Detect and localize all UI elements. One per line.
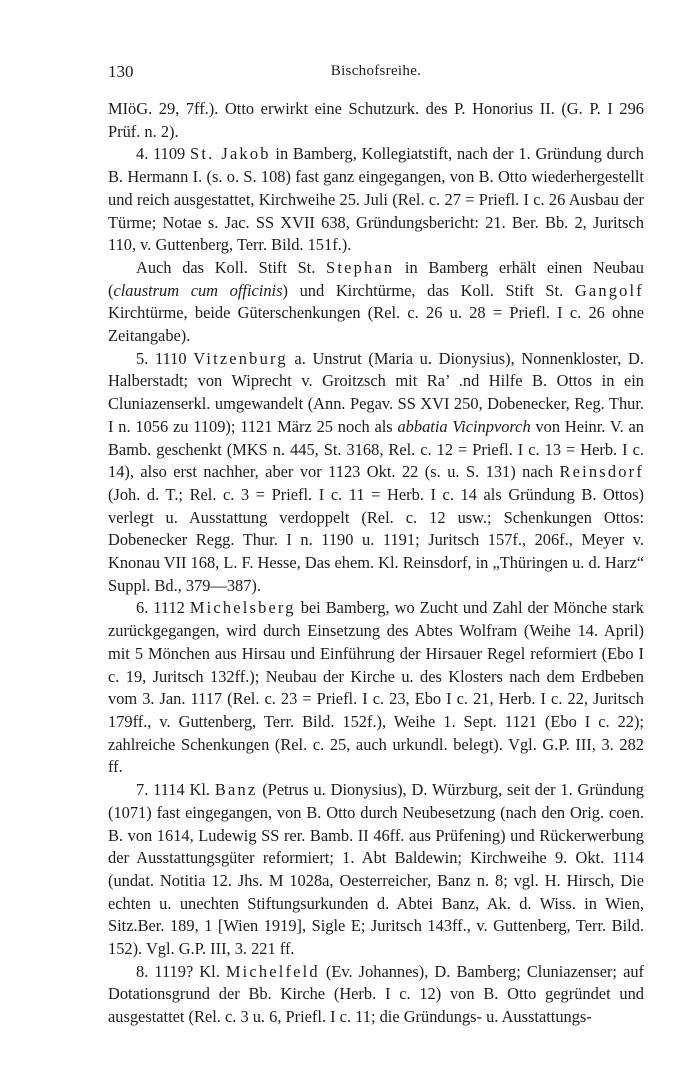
body-text xyxy=(108,98,644,1029)
text-run: (Petrus u. Dionysius), D. Würzburg, seit der 1. Gründung (1071) fast eingegangen, von B. Otto durch Neubesetzung (nach den Orig. coen. B. von 1614, Ludewig SS rer. Bamb. II 46ff. aus Prüfening) und Rückerwerbung der Ausstattungsgüter reformiert; 1. Abt Baldewin; Kirchweihe 9. Okt. 1114 (undat. Notitia 12. Jhs. M 1028a, Oesterreicher, Banz n. 8; vgl. H. Hirsch, Die echten u. unechten Stiftungsurkunden d. Abtei Banz, Ak. d. Wiss. in Wien, Sitz.Ber. 189, 1 [Wien 1919], Sigle E; Juritsch 143ff., v. Guttenberg, Terr. Bild. 152). Vgl. G.P. III, 3. 221 ff. xyxy=(108,780,645,959)
text-run: MIöG. 29, 7ff.). Otto erwirkt eine Schutzurk. des P. Honorius II. (G. P. I 296 Prüf. n. 2). xyxy=(108,99,644,141)
text-run: 4. 1109 xyxy=(136,144,191,164)
paragraph-p0 xyxy=(108,98,644,143)
spaced-name: Stephan xyxy=(326,257,395,277)
paragraph-p5 xyxy=(108,779,644,961)
paragraph-p6 xyxy=(108,961,644,1029)
spaced-name: Michelfeld xyxy=(225,961,320,981)
spaced-name: St. Jakob xyxy=(190,144,271,164)
spaced-name: Gangolf xyxy=(574,280,644,300)
text-run: von Heinr. V. an Bamb. geschenkt (MKS n. 445, St. 3168, Rel. c. 12 = Priefl. I c. 13 = Herb. I c. 14), also erst nachher, aber vor 1123 Okt. 22 (s. u. S. 131) nach xyxy=(108,416,644,482)
page-number: 130 xyxy=(108,62,134,81)
text-run: in Bamberg erhält einen Neubau ( xyxy=(108,257,644,300)
paragraph-p2 xyxy=(108,257,644,348)
book-page xyxy=(108,62,644,1029)
text-run: Kirchtürme, beide Güterschenkungen (Rel. c. 26 u. 28 = Priefl. I c. 26 ohne Zeitangabe). xyxy=(108,303,644,346)
text-run: (Ev. Johannes), D. Bamberg; Cluniazenser; auf Dotationsgrund der Bb. Kirche (Herb. I c. 12) von B. Otto gegründet und ausgestattet (Rel. c. 3 u. 6, Priefl. I c. 11; die Gründungs- u. Ausstattungs- xyxy=(108,961,644,1027)
spaced-name: Banz xyxy=(214,780,258,800)
text-run: 5. 1110 xyxy=(136,348,194,368)
italic-quote: abbatia Vicinpvorch xyxy=(397,416,531,436)
running-head: Bischofsreihe. xyxy=(330,63,422,79)
spaced-name: Michelsberg xyxy=(189,598,296,618)
text-run: bei Bamberg, wo Zucht und Zahl der Mönche stark zurückgegangen, wird durch Einsetzung des Abtes Wolfram (Weihe 14. April) mit 5 Mönchen aus Hirsau und Einführung der Hirsauer Regel reformiert (Ebo I c. 19, Juritsch 132ff.); Neubau der Kirche u. des Klosters nach dem Erdbeben vom 3. Jan. 1117 (Rel. c. 23 = Priefl. I c. 23, Ebo I c. 21, Herb. I c. 22, Juritsch 179ff., v. Guttenberg, Terr. Bild. 152f.), Weihe 1. Sept. 1121 (Ebo I c. 22); zahlreiche Schenkungen (Rel. c. 25, auch urkundl. belegt). Vgl. G.P. III, 3. 282 ff. xyxy=(108,598,644,777)
text-run: Auch das Koll. Stift St. xyxy=(136,257,327,277)
paragraph-p1 xyxy=(108,143,644,257)
paragraph-p3 xyxy=(108,348,644,598)
page-header xyxy=(108,62,644,84)
text-run: (Joh. d. T.; Rel. c. 3 = Priefl. I c. 11 = Herb. I c. 14 als Gründung B. Ottos) verlegt u. Ausstattung verdoppelt (Rel. c. 12 usw.; Schenkungen Ottos: Dobenecker Regg. Thur. I n. 1190 u. 1191; Juritsch 157f., 206f., Meyer v. Knonau VII 168, L. F. Hesse, Das ehem. Kl. Reinsdorf, in „Thüringen u. d. Harz“ Suppl. Bd., 379—387). xyxy=(108,484,644,595)
text-run: a. Unstrut (Maria u. Dionysius), Nonnenkloster, D. Halberstadt; von Wiprecht v. Groitzsch mit Ra’ .nd Hilfe B. Ottos in ein Cluniazenserkl. umgewandelt (Ann. Pegav. SS XVI 250, Dobenecker, Reg. Thur. I n. 1056 zu 1109); 1121 März 25 noch als xyxy=(108,348,644,436)
text-run: in Bamberg, Kollegiatstift, nach der 1. Gründung durch B. Hermann I. (s. o. S. 108) fast ganz eingegangen, von B. Otto wiederhergestellt und reich ausgestattet, Kirchweihe 25. Juli (Rel. c. 27 = Priefl. I c. 26 Ausbau der Türme; Notae s. Jac. SS XVII 638, Gründungsbericht: 21. Ber. Bb. 2, Juritsch 110, v. Guttenberg, Terr. Bild. 151f.). xyxy=(108,144,645,255)
paragraph-p4 xyxy=(108,597,644,779)
text-run: 6. 1112 xyxy=(136,598,190,618)
italic-quote: claustrum cum officinis xyxy=(113,280,283,300)
spaced-name: Reinsdorf xyxy=(559,462,644,482)
spaced-name: Vitzenburg xyxy=(193,348,288,368)
text-run: 8. 1119? Kl. xyxy=(136,961,226,981)
text-run: ) und Kirchtürme, das Koll. Stift St. xyxy=(282,280,575,300)
text-run: 7. 1114 Kl. xyxy=(136,780,215,800)
